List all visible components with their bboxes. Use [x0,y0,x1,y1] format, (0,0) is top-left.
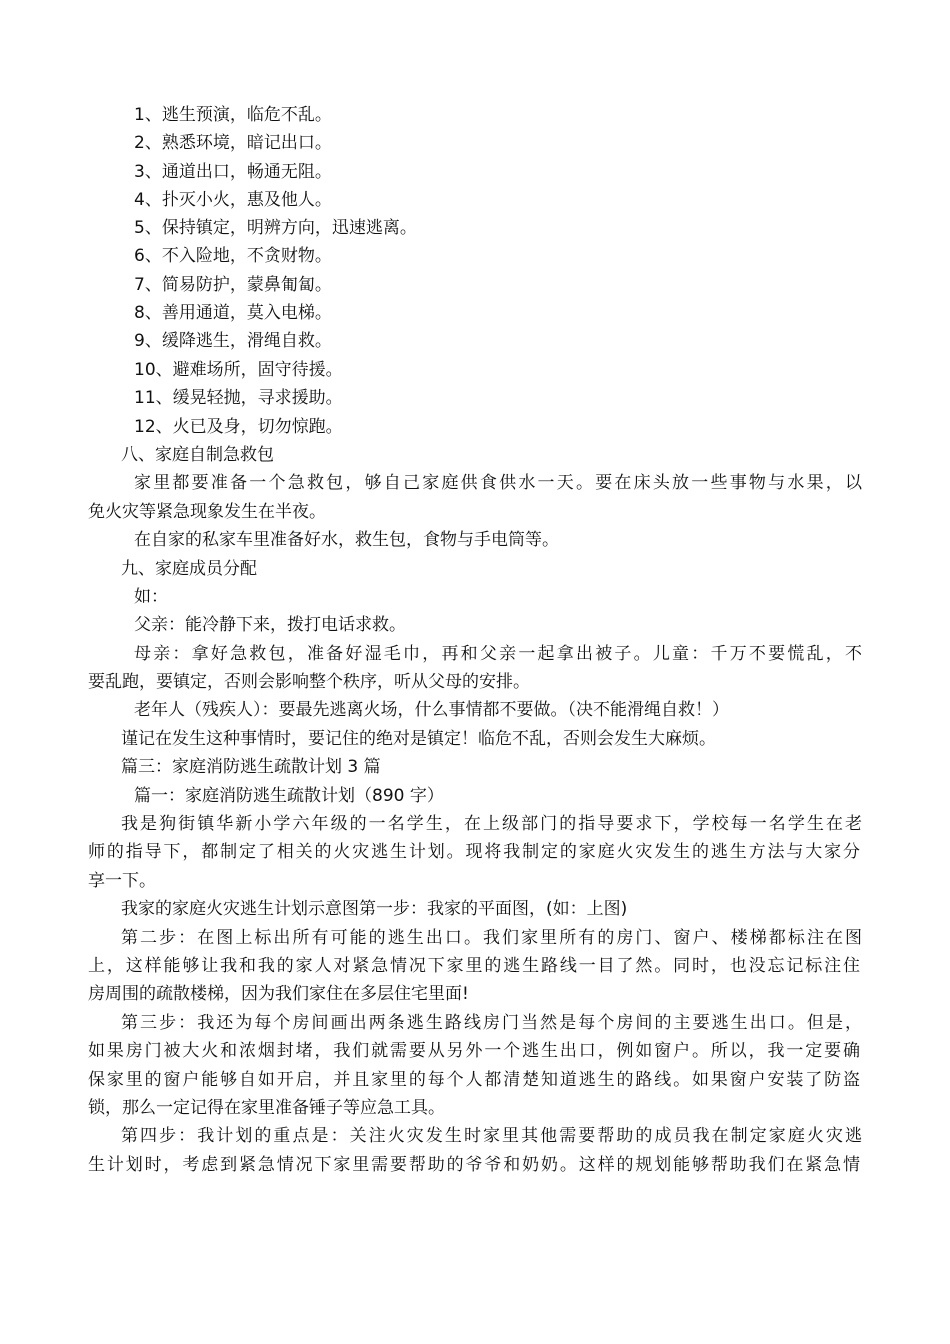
list-item-6: 6、不入险地，不贪财物。 [134,246,332,266]
paragraph-line: 如： [134,587,168,607]
paragraph-line: 父亲：能冷静下来，拨打电话求救。 [134,615,406,635]
list-item-5: 5、保持镇定，明辨方向，迅速逃离。 [134,218,417,238]
paragraph-line: 在自家的私家车里准备好水，救生包，食物与手电筒等。 [134,530,559,550]
paragraph-line: 要乱跑，要镇定，否则会影响整个秩序，听从父母的安排。 [88,672,530,692]
paragraph-line: 保家里的窗户能够自如开启，并且家里的每个人都清楚知道逃生的路线。如果窗户安装了防盗 [88,1070,860,1090]
article-heading: 篇一：家庭消防逃生疏散计划（890 字） [134,786,444,806]
list-item-4: 4、扑灭小火，惠及他人。 [134,190,332,210]
chapter-heading: 篇三：家庭消防逃生疏散计划 3 篇 [121,757,381,777]
list-item-8: 8、善用通道，莫入电梯。 [134,303,332,323]
paragraph-line: 我是狗街镇华新小学六年级的一名学生，在上级部门的指导要求下，学校每一名学生在老 [121,814,862,834]
list-item-2: 2、熟悉环境，暗记出口。 [134,133,332,153]
paragraph-line: 师的指导下，都制定了相关的火灾逃生计划。现将我制定的家庭火灾发生的逃生方法与大家分 [88,842,860,862]
list-item-7: 7、简易防护，蒙鼻匍匐。 [134,275,332,295]
section-heading-8: 八、家庭自制急救包 [121,445,274,465]
paragraph-line: 老年人（残疾人）：要最先逃离火场，什么事情都不要做。（决不能滑绳自救！） [134,700,729,720]
paragraph-line: 如果房门被大火和浓烟封堵，我们就需要从另外一个逃生出口，例如窗户。所以，我一定要确 [88,1041,860,1061]
paragraph-line: 第二步：在图上标出所有可能的逃生出口。我们家里所有的房门、窗户、楼梯都标注在图 [121,928,862,948]
list-item-9: 9、缓降逃生，滑绳自救。 [134,331,332,351]
paragraph-line: 锁，那么一定记得在家里准备锤子等应急工具。 [88,1098,445,1118]
paragraph-line: 上，这样能够让我和我的家人对紧急情况下家里的逃生路线一目了然。同时，也没忘记标注住 [88,956,860,976]
paragraph-line: 免火灾等紧急现象发生在半夜。 [88,502,326,522]
paragraph-line: 谨记在发生这种事情时，要记住的绝对是镇定！临危不乱，否则会发生大麻烦。 [121,729,716,749]
list-item-11: 11、缓晃轻抛，寻求援助。 [134,388,343,408]
list-item-3: 3、通道出口，畅通无阻。 [134,162,332,182]
section-heading-9: 九、家庭成员分配 [121,559,257,579]
paragraph-line: 母亲：拿好急救包，准备好湿毛巾，再和父亲一起拿出被子。儿童：千万不要慌乱，不 [134,644,862,664]
list-item-1: 1、逃生预演，临危不乱。 [134,105,332,125]
paragraph-line: 家里都要准备一个急救包，够自己家庭供食供水一天。要在床头放一些事物与水果，以 [134,473,862,493]
list-item-12: 12、火已及身，切勿惊跑。 [134,417,343,437]
paragraph-line: 生计划时，考虑到紧急情况下家里需要帮助的爷爷和奶奶。这样的规划能够帮助我们在紧急情 [88,1155,860,1175]
paragraph-line: 享一下。 [88,871,156,891]
paragraph-line: 第四步：我计划的重点是：关注火灾发生时家里其他需要帮助的成员我在制定家庭火灾逃 [121,1126,862,1146]
paragraph-line: 第三步：我还为每个房间画出两条逃生路线房门当然是每个房间的主要逃生出口。但是， [121,1013,862,1033]
paragraph-line: 我家的家庭火灾逃生计划示意图第一步：我家的平面图，(如：上图) [121,899,628,919]
list-item-10: 10、避难场所，固守待援。 [134,360,343,380]
paragraph-line: 房周围的疏散楼梯，因为我们家住在多层住宅里面! [88,984,469,1004]
